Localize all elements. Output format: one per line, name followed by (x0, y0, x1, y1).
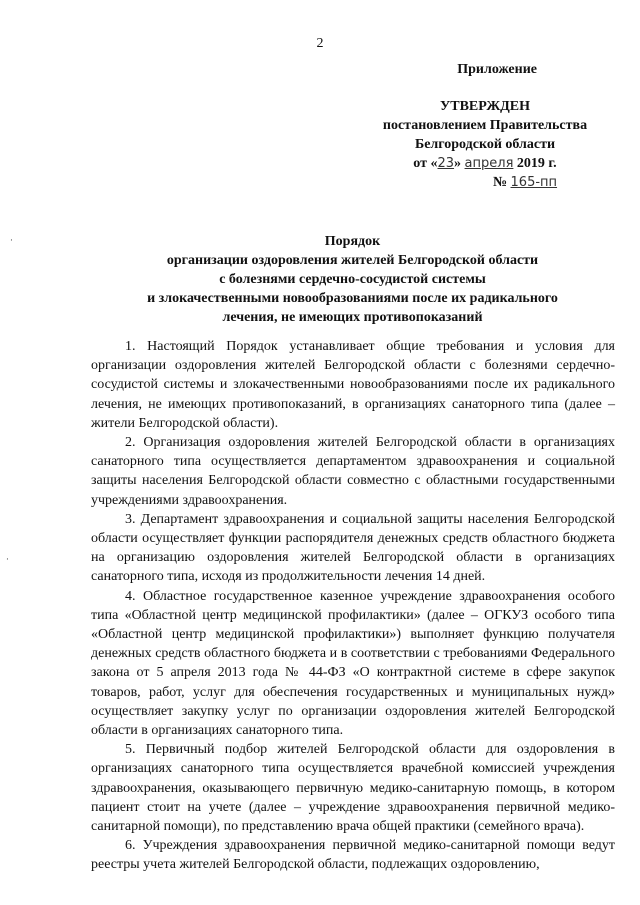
number-value: 165-пп (510, 175, 558, 190)
approval-number (360, 173, 610, 192)
paragraph-2: 2. Организация оздоровления жителей Белгородской области в организациях санаторного типа осуществляется департаментом здравоохранения и социальной защиты населения Белгородской области совместно с областными государственными учреждениями здравоохранения. (91, 435, 615, 508)
paragraph-6: 6. Учреждения здравоохранения первичной медико-санитарной помощи ведут реестры учета жителей Белгородской области, подлежащих оздоровлению, (91, 838, 615, 873)
document-title (60, 232, 640, 327)
approval-block (360, 97, 610, 192)
title-line: лечения, не имеющих противопоказаний (222, 310, 483, 325)
page-number: 2 (316, 36, 324, 51)
margin-speck: · (6, 555, 9, 565)
margin-speck: · (10, 236, 13, 246)
paragraph-4: 4. Областное государственное казенное учреждение здравоохранения особого типа «Областной центр медицинской профилактики» (далее – ОГКУЗ особого типа «Областной центр медицинской профилактики») выполняет функцию получателя денежных средств областного бюджета и в соответствии с требованиями Федерального закона от 5 апреля 2013 года № 44-ФЗ «О контрактной системе в сфере закупок товаров, работ, услуг для обеспечения государственных и муниципальных нужд» осуществляет закупку услуг по организации оздоровления жителей Белгородской области в организациях санаторного типа. (91, 588, 615, 739)
title-line: организации оздоровления жителей Белгородской области (166, 253, 539, 268)
approval-region-line: Белгородской области (414, 137, 556, 152)
paragraph-3: 3. Департамент здравоохранения и социальной защиты населения Белгородской области осуществляет функции распорядителя денежных средств областного бюджета на организацию оздоровления жителей Белгородской области в организациях санаторного типа, исходя из продолжительности лечения 14 дней. (91, 511, 615, 585)
appendix-label: Приложение (457, 62, 537, 77)
date-day: 23 (437, 156, 455, 171)
date-year: 2019 г. (513, 156, 557, 171)
date-month: апреля (464, 156, 514, 171)
date-prefix: от « (413, 156, 438, 171)
approval-date (360, 154, 610, 173)
paragraph-1: 1. Настоящий Порядок устанавливает общие требования и условия для организации оздоровления жителей Белгородской области с болезнями сердечно-сосудистой системы и злокачественными новообразованиями после их радикального лечения, не имеющих противопоказаний, в организациях санаторного типа (далее – жители Белгородской области). (91, 339, 615, 431)
title-line: Порядок (324, 234, 381, 249)
approval-decree-line: постановлением Правительства (382, 118, 588, 133)
document-body (91, 337, 615, 875)
date-mid: » (454, 156, 465, 171)
approval-heading: УТВЕРЖДЕН (439, 99, 531, 114)
paragraph-5: 5. Первичный подбор жителей Белгородской области для оздоровления в организациях санаторного типа осуществляется врачебной комиссией учреждения здравоохранения, оказывающего первичную медико-санитарную помощь, в котором пациент стоит на учете (далее – учреждение здравоохранения первичной медико-санитарной помощи), по представлению врача общей практики (семейного врача). (91, 742, 615, 835)
number-prefix: № (492, 175, 511, 190)
title-line: с болезнями сердечно-сосудистой системы (219, 272, 486, 287)
title-line: и злокачественными новообразованиями после их радикального (147, 291, 558, 306)
